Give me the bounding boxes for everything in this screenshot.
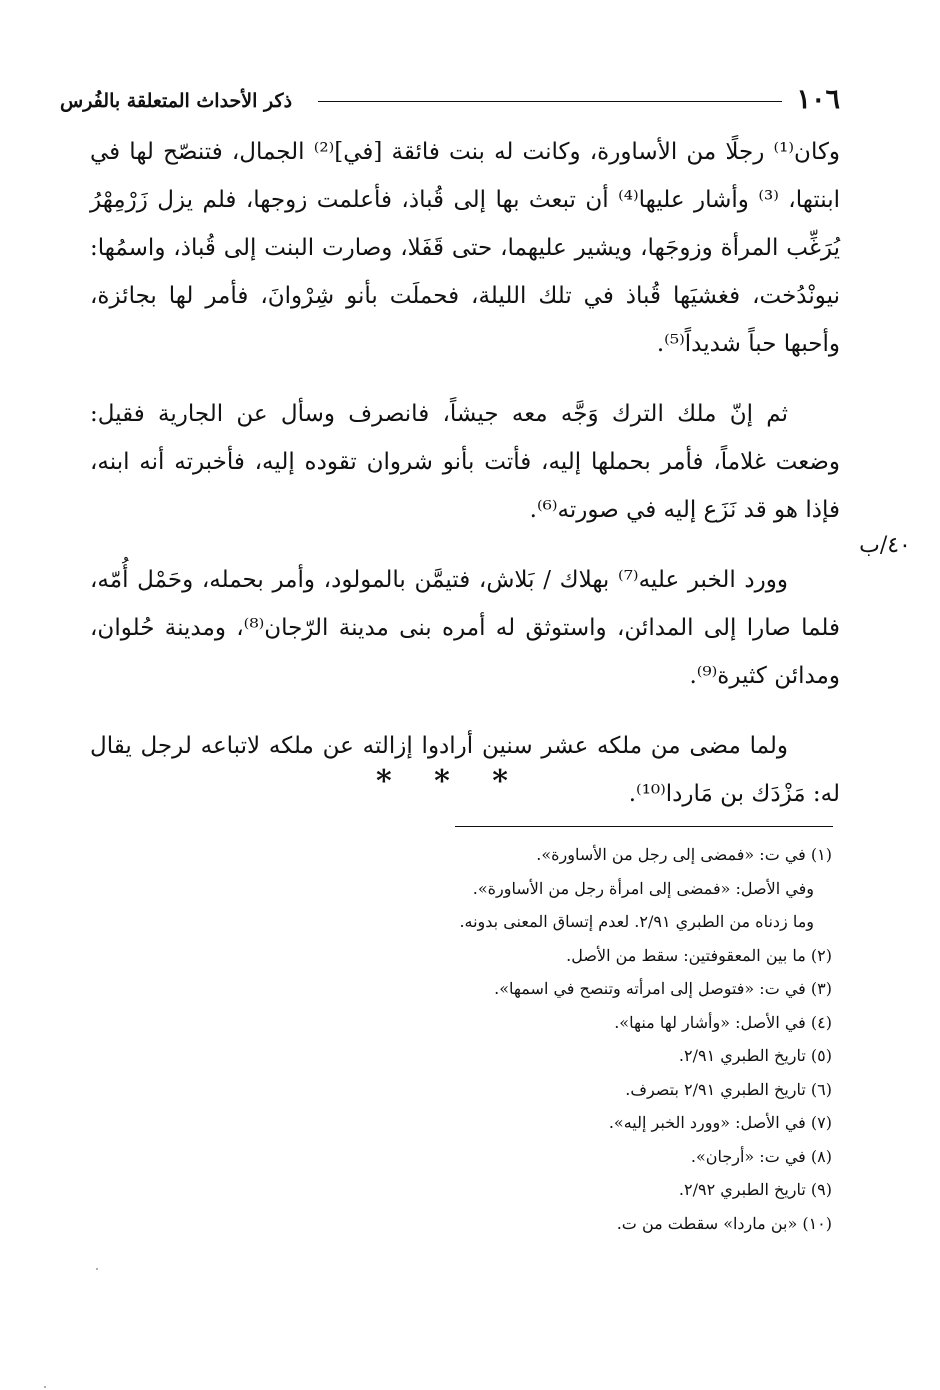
footnote-10: (١٠) «بن ماردا» سقطت من ت.: [616, 1213, 832, 1233]
footnote-1-continuation: وما زدناه من الطبري ٢/٩١. لعدم إتساق المعنى بدونه.: [459, 912, 814, 931]
running-title: ذكر الأحداث المتعلقة بالفُرس: [60, 90, 293, 112]
scan-speck: [96, 1268, 98, 1270]
footnote-9: (٩) تاريخ الطبري ٢/٩٢.: [678, 1180, 832, 1199]
footnote-8: (٨) في ت: «أرجان».: [690, 1146, 832, 1166]
paragraph-3: وورد الخبر عليه⁽⁷⁾ بهلاك / بَلاش، فتيمَّن بالمولود، وأمر بحمله، وحَمْل أُمّه، فلما صارا إلى المدائن، واستوثق له أمره بنى مدينة الرّجان⁽⁸⁾، ومدينة حُلوان، ومدائن كثيرة⁽⁹⁾.: [90, 567, 840, 689]
footnote-3: (٣) في ت: «فتوصل إلى امرأته وتنصح في اسمها».: [494, 979, 832, 998]
footnotes: [120, 838, 832, 1240]
header-rule: [318, 101, 782, 102]
footnote-6: (٦) تاريخ الطبري ٢/٩١ بتصرف.: [625, 1079, 832, 1099]
paragraph-4: ولما مضى من ملكه عشر سنين أرادوا إزالته عن ملكه لاتباعه لرجل يقال له: مَزْدَك بن مَاردا⁽¹⁰⁾.: [90, 733, 840, 807]
scan-speck: [44, 1386, 46, 1388]
manuscript-folio-note: ٤٠/ب: [859, 533, 911, 558]
footnote-rule: [455, 826, 833, 827]
footnote-1-continuation: وفي الأصل: «فمضى إلى امرأة رجل من الأساورة».: [472, 878, 814, 898]
section-separator: * * *: [376, 764, 524, 799]
footnote-1: (١) في ت: «فمضى إلى رجل من الأساورة».: [536, 845, 832, 864]
page-header: [60, 82, 840, 122]
footnote-4: (٤) في الأصل: «وأشار لها منها».: [614, 1012, 832, 1032]
page-number: ١٠٦: [796, 84, 840, 115]
footnote-5: (٥) تاريخ الطبري ٢/٩١.: [678, 1046, 832, 1065]
paragraph-1: وكان⁽¹⁾ رجلًا من الأساورة، وكانت له بنت فائقة [في]⁽²⁾ الجمال، فتنصّح لها في ابنتها، ⁽³⁾ وأشار عليها⁽⁴⁾ أن تبعث بها إلى قُباذ، فأعلمت زوجها، فلم يزل زَرْمِهْرُ يُرَغِّب المرأة وزوجَها، ويشير عليهما، حتى قَفَلا، وصارت البنت إلى قُباذ، واسمُها: نيونْدُخت، فغشيَها قُباذ في تلك الليلة، فحملَت بأنو شِرْوانَ، فأمر لها بجائزة، وأحبها حباً شديداً⁽⁵⁾.: [90, 139, 841, 357]
main-text: [90, 128, 840, 818]
footnote-2: (٢) ما بين المعقوفتين: سقط من الأصل.: [566, 945, 832, 965]
paragraph-2: ثم إنّ ملك الترك وَجَّه معه جيشاً، فانصرف وسأل عن الجارية فقيل: وضعت غلاماً، فأمر بحملها إليه، فأتت بأنو شروان تقوده إليه، فأخبرته أنه ابنه، فإذا هو قد نَزَع إليه في صورته⁽⁶⁾.: [90, 401, 840, 523]
footnote-7: (٧) في الأصل: «وورد الخبر إليه».: [608, 1113, 832, 1132]
